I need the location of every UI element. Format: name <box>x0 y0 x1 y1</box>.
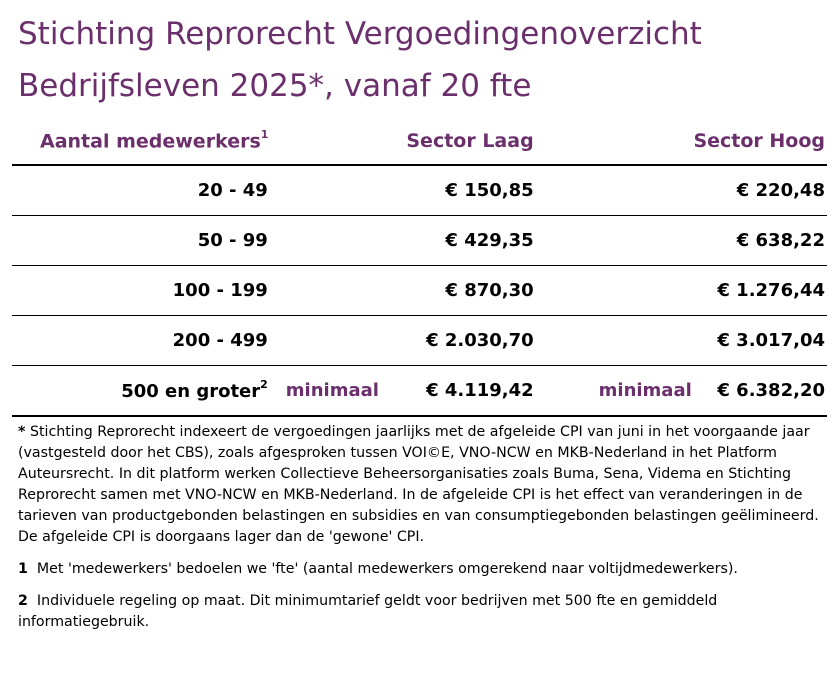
footnote-2-mark: 2 <box>18 593 28 609</box>
header-sector-low: Sector Laag <box>270 118 534 165</box>
table-row <box>12 266 827 316</box>
cell-minimum-label-low: minimaal <box>270 366 402 417</box>
cell-employees: 50 - 99 <box>12 216 270 266</box>
title-line-1: Stichting Reprorecht Vergoedingenoverzicht <box>18 16 702 52</box>
cell-sector-high: € 6.382,20 <box>710 366 827 417</box>
header-employees: Aantal medewerkers$^1$ <box>12 118 270 165</box>
footnote-ref-2: 2 <box>260 377 268 391</box>
cell-sector-high: € 1.276,44 <box>710 266 827 316</box>
fee-table <box>12 118 827 417</box>
cell-sector-high: € 638,22 <box>710 216 827 266</box>
cell-sector-low: € 150,85 <box>402 165 534 216</box>
footnote-star-text: Stichting Reprorecht indexeert de vergoedingen jaarlijks met de afgeleide CPI van juni in het voorgaande jaar (vastgesteld door het CBS), zoals afgesproken tussen VOI©E, VNO-NCW en MKB-Nederland in het Platform Auteursrecht. In dit platform werken Collectieve Beheersorganisaties zoals Buma, Sena, Videma en Stichting Reprorecht samen met VNO-NCW en MKB-Nederland. In de afgeleide CPI is het effect van veranderingen in de tarieven van productgebonden belastingen en subsidies en van consumptiegebonden belastingen geëlimineerd. De afgeleide CPI is doorgaans lager dan de 'gewone' CPI. <box>18 424 819 545</box>
footnotes <box>18 422 830 644</box>
cell-sector-low: € 429,35 <box>402 216 534 266</box>
footnote-1 <box>18 559 830 580</box>
title-line-2: Bedrijfsleven 2025*, vanaf 20 fte <box>18 68 532 104</box>
header-sector-high: Sector Hoog <box>534 118 827 165</box>
footnote-1-mark: 1 <box>18 561 28 577</box>
footnote-star <box>18 422 830 548</box>
cell-sector-high: € 3.017,04 <box>710 316 827 366</box>
cell-employees: 20 - 49 <box>12 165 270 216</box>
footnote-2 <box>18 591 830 633</box>
cell-minimum-label-high: minimaal <box>534 366 710 417</box>
table-row-last <box>12 366 827 417</box>
footnote-ref-1: 1 <box>260 127 269 141</box>
cell-employees: 200 - 499 <box>12 316 270 366</box>
cell-sector-low: € 4.119,42 <box>402 366 534 417</box>
cell-employees: 500 en groter$^2$ <box>12 366 270 417</box>
cell-employees: 100 - 199 <box>12 266 270 316</box>
table-row <box>12 165 827 216</box>
table-row <box>12 216 827 266</box>
cell-sector-low: € 870,30 <box>402 266 534 316</box>
table-row <box>12 316 827 366</box>
cell-sector-high: € 220,48 <box>710 165 827 216</box>
table-header-row <box>12 118 827 165</box>
cell-sector-low: € 2.030,70 <box>402 316 534 366</box>
footnote-star-mark: * <box>18 424 26 440</box>
footnote-1-text: Met 'medewerkers' bedoelen we 'fte' (aantal medewerkers omgerekend naar voltijdmedewerkers). <box>36 561 738 577</box>
footnote-2-text: Individuele regeling op maat. Dit minimumtarief geldt voor bedrijven met 500 fte en gemiddeld informatiegebruik. <box>18 593 718 630</box>
page-title <box>18 8 828 112</box>
